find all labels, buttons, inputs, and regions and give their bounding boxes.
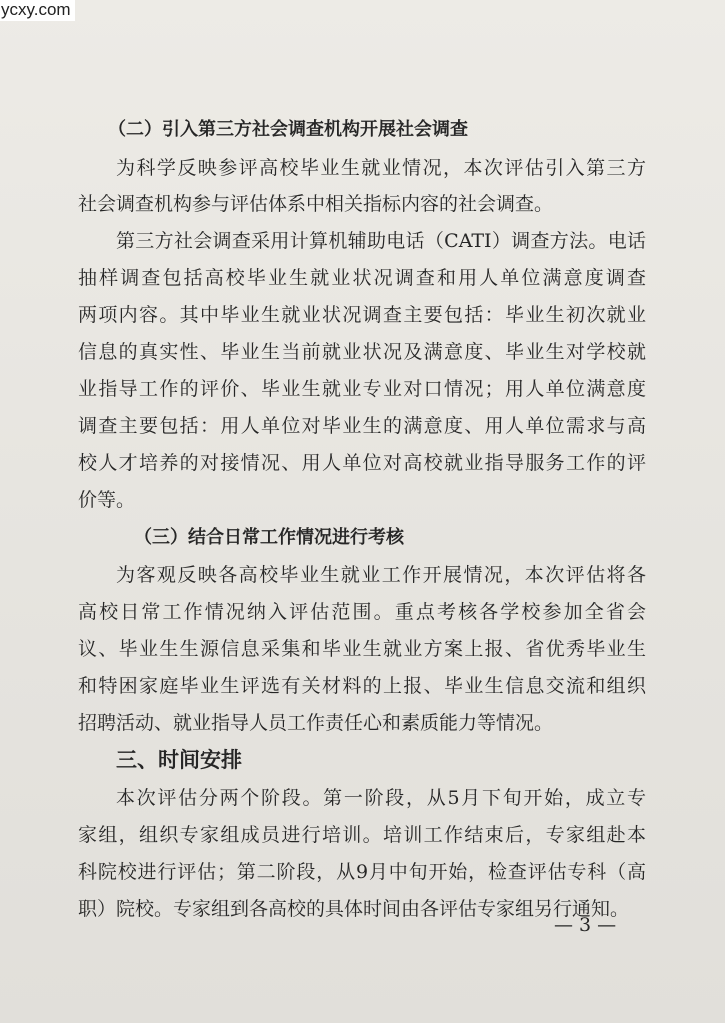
paragraph-line: 本次评估分两个阶段。第一阶段，从5月下旬开始，成立专: [116, 787, 646, 809]
paragraph-line: 家组，组织专家组成员进行培训。培训工作结束后，专家组赴本: [78, 824, 646, 846]
document-body: [78, 118, 646, 921]
paragraph-3-1: [78, 563, 646, 735]
paragraph-line: 职）院校。专家组到各高校的具体时间由各评估专家组另行通知。: [78, 898, 630, 920]
site-watermark: ycxy.com: [0, 0, 75, 21]
paragraph-line: 社会调查机构参与评估体系中相关指标内容的社会调查。: [78, 193, 554, 215]
paragraph-line: 高校日常工作情况纳入评估范围。重点考核各学校参加全省会: [78, 601, 646, 623]
paragraph-line: 第三方社会调查采用计算机辅助电话（CATI）调查方法。电话: [116, 230, 646, 252]
paragraph-line: 为科学反映参评高校毕业生就业情况，本次评估引入第三方: [116, 157, 646, 179]
paragraph-line: 抽样调查包括高校毕业生就业状况调查和用人单位满意度调查: [78, 267, 646, 289]
subheading-2: （二）引入第三方社会调查机构开展社会调查: [108, 119, 468, 140]
paragraph-line: 价等。: [78, 489, 136, 511]
paragraph-line: 招聘活动、就业指导人员工作责任心和素质能力等情况。: [78, 712, 554, 734]
paragraph-line: 业指导工作的评价、毕业生就业专业对口情况；用人单位满意度: [78, 378, 646, 400]
paragraph-line: 校人才培养的对接情况、用人单位对高校就业指导服务工作的评: [78, 452, 646, 474]
paragraph-line: 两项内容。其中毕业生就业状况调查主要包括：毕业生初次就业: [78, 304, 646, 326]
paragraph-2-1: [78, 156, 646, 216]
paragraph-line: 议、毕业生生源信息采集和毕业生就业方案上报、省优秀毕业生: [78, 638, 646, 660]
paragraph-2-2: [78, 229, 646, 512]
paragraph-sched: [78, 786, 646, 921]
page-number: — 3 —: [554, 914, 617, 936]
section-title: 三、时间安排: [116, 747, 242, 772]
subheading-3: （三）结合日常工作情况进行考核: [134, 527, 404, 548]
paragraph-line: 调查主要包括：用人单位对毕业生的满意度、用人单位需求与高: [78, 415, 646, 437]
paragraph-line: 信息的真实性、毕业生当前就业状况及满意度、毕业生对学校就: [78, 341, 646, 363]
paragraph-line: 科院校进行评估；第二阶段，从9月中旬开始，检查评估专科（高: [78, 861, 646, 883]
paragraph-line: 为客观反映各高校毕业生就业工作开展情况，本次评估将各: [116, 564, 646, 586]
paragraph-line: 和特困家庭毕业生评选有关材料的上报、毕业生信息交流和组织: [78, 675, 646, 697]
